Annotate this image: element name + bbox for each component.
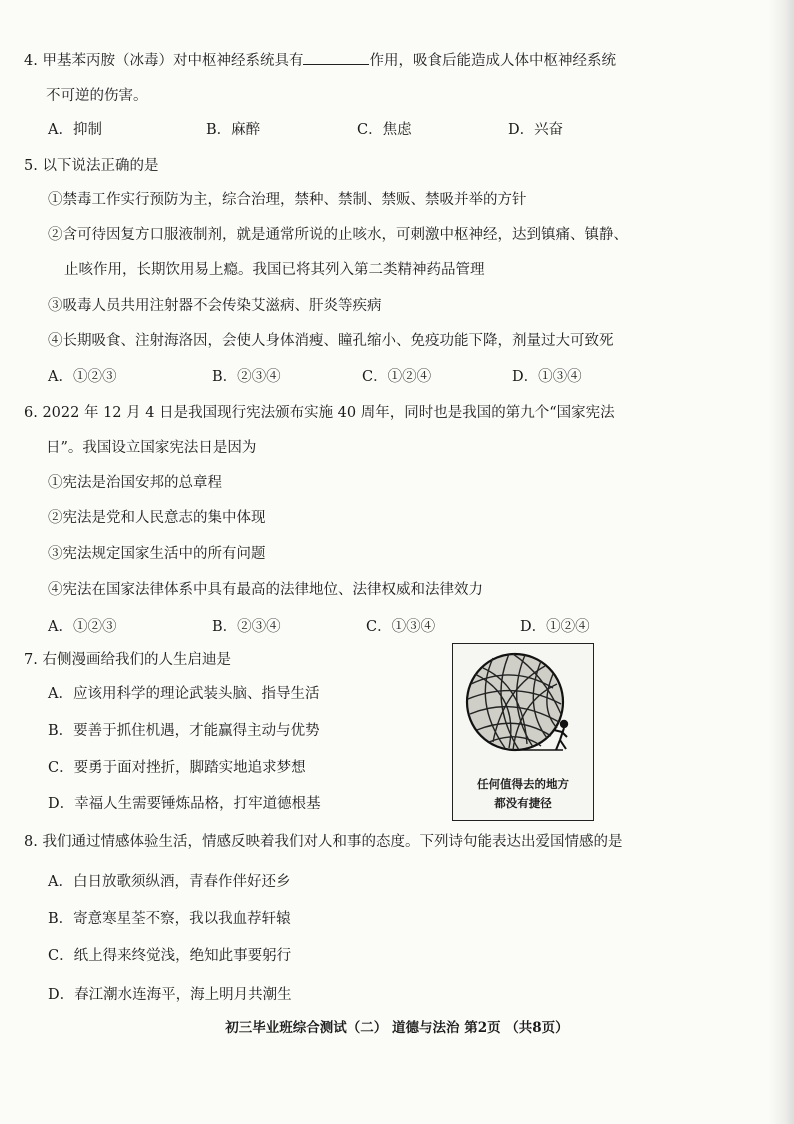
q5-item-3: ③吸毒人员共用注射器不会传染艾滋病、肝炎等疾病: [48, 298, 382, 314]
q4-stem-part2: 作用，吸食后能造成人体中枢神经系统: [369, 53, 616, 69]
q7-option-c: C．要勇于面对挫折，脚踏实地追求梦想: [48, 760, 306, 776]
cartoon-caption-line1: 任何值得去的地方: [477, 777, 569, 791]
q6-item-3: ③宪法规定国家生活中的所有问题: [48, 546, 266, 562]
q4-stem-line2: 不可逆的伤害。: [46, 88, 148, 104]
q4-answer-blank: [303, 50, 369, 65]
q4-option-a: A．抑制: [48, 122, 102, 138]
q5-option-a: A．①②③: [48, 369, 117, 385]
q4-option-d: D．兴奋: [508, 122, 564, 138]
q5-item-2-cont: 止咳作用，长期饮用易上瘾。我国已将其列入第二类精神药品管理: [64, 262, 485, 278]
q6-option-d: D．①②④: [520, 619, 590, 635]
q6-stem-line2: 日”。我国设立国家宪法日是因为: [46, 440, 257, 456]
q6-item-4: ④宪法在国家法律体系中具有最高的法律地位、法律权威和法律效力: [48, 582, 483, 598]
q4-stem-part1: 4. 甲基苯丙胺（冰毒）对中枢神经系统具有: [24, 53, 304, 69]
q5-stem: 5. 以下说法正确的是: [24, 158, 159, 174]
q8-option-b: B．寄意寒星荃不察，我以我血荐轩辕: [48, 911, 291, 927]
q7-stem: 7. 右侧漫画给我们的人生启迪是: [24, 652, 231, 668]
q6-option-c: C．①③④: [366, 619, 436, 635]
q8-stem: 8. 我们通过情感体验生活，情感反映着我们对人和事的态度。下列诗句能表达出爱国情感的是: [24, 834, 623, 850]
cartoon-caption-line2: 都没有捷径: [494, 796, 552, 810]
q5-item-4: ④长期吸食、注射海洛因，会使人身体消瘦、瞳孔缩小、免疫功能下降，剂量过大可致死: [48, 333, 614, 349]
q7-option-a: A．应该用科学的理论武装头脑、指导生活: [48, 686, 320, 702]
q4-options: [48, 120, 668, 140]
q6-option-a: A．①②③: [48, 619, 117, 635]
q5-item-2: ②含可待因复方口服液制剂，就是通常所说的止咳水，可刺激中枢神经，达到镇痛、镇静、: [48, 227, 628, 243]
q5-option-c: C．①②④: [362, 369, 432, 385]
q5-item-1: ①禁毒工作实行预防为主，综合治理，禁种、禁制、禁贩、禁吸并举的方针: [48, 192, 527, 208]
q7-option-d: D．幸福人生需要锤炼品格，打牢道德根基: [48, 796, 321, 812]
q6-options: [48, 617, 668, 637]
q6-item-1: ①宪法是治国安邦的总章程: [48, 475, 222, 491]
page-footer: 初三毕业班综合测试（二） 道德与法治 第2页 （共8页）: [225, 1020, 569, 1036]
q6-option-b: B．②③④: [212, 619, 281, 635]
q4-option-b: B．麻醉: [206, 122, 261, 138]
q6-item-2: ②宪法是党和人民意志的集中体现: [48, 510, 266, 526]
q8-option-c: C．纸上得来终觉浅，绝知此事要躬行: [48, 948, 292, 964]
q5-options: [48, 367, 668, 387]
q4-stem-line1: [24, 50, 616, 71]
q7-cartoon: [452, 643, 594, 821]
q8-option-a: A．白日放歌须纵酒，青春作伴好还乡: [48, 874, 291, 890]
q6-stem-line1: 6. 2022 年 12 月 4 日是我国现行宪法颁布实施 40 周年，同时也是我国的第九个“国家宪法: [24, 405, 615, 421]
q5-option-b: B．②③④: [212, 369, 281, 385]
yarn-ball-illustration: [453, 644, 593, 820]
scan-shadow-edge: [768, 0, 794, 1124]
q4-option-c: C．焦虑: [357, 122, 412, 138]
q7-option-b: B．要善于抓住机遇，才能赢得主动与优势: [48, 723, 320, 739]
q8-option-d: D．春江潮水连海平，海上明月共潮生: [48, 987, 292, 1003]
q5-option-d: D．①③④: [512, 369, 582, 385]
